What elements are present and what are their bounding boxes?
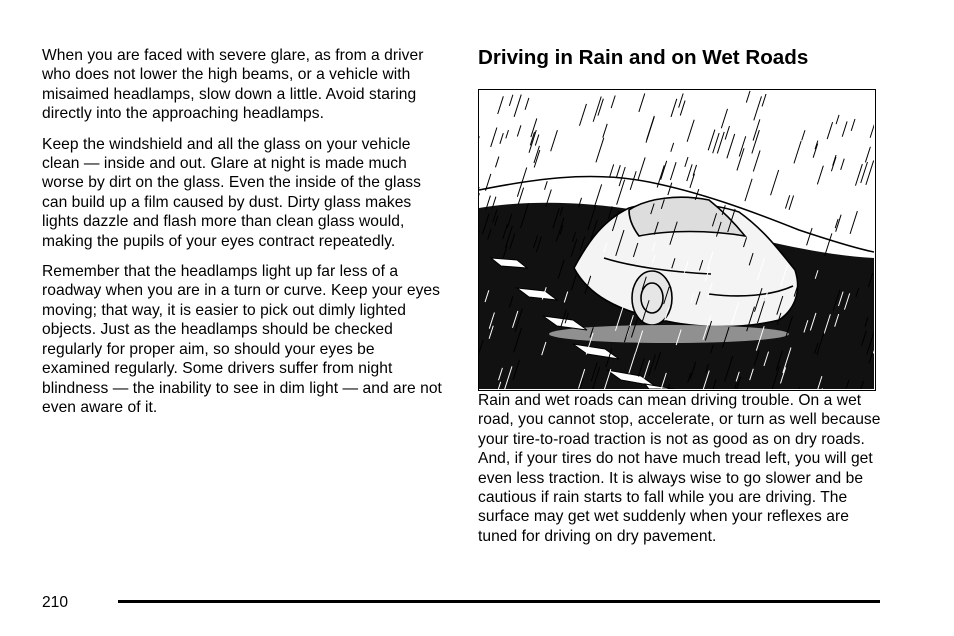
footer-rule (118, 600, 880, 603)
rain-stroke (668, 183, 672, 195)
rain-stroke (529, 130, 536, 153)
rain-stroke (610, 164, 614, 176)
rain-stroke (680, 101, 685, 116)
rain-stroke (495, 157, 498, 168)
rain-stroke (817, 166, 823, 185)
rain-stroke (594, 184, 601, 207)
rain-stroke (721, 109, 727, 128)
rain-stroke (545, 181, 548, 190)
right-column (478, 44, 882, 557)
rain-stroke (517, 125, 521, 136)
rain-stroke (745, 179, 752, 201)
rain-stroke (679, 93, 684, 107)
rain-stroke (794, 141, 801, 163)
windshield-paragraph: Keep the windshield and all the glass on your vehicle clean — inside and out. Glare at night is made much worse by dirt on the glass. Even the inside of the glass can build up a film caused by dust. Dirty glass makes lights dazzle and flash more than clean glass would, making the pupils of your eyes contract repeatedly. (42, 135, 421, 250)
rain-stroke (807, 228, 813, 245)
rain-stroke (630, 171, 636, 190)
rain-stroke (661, 161, 667, 180)
rain-stroke (833, 155, 836, 166)
rain-stroke (619, 167, 625, 186)
rain-stroke (598, 99, 603, 116)
rain-stroke (685, 157, 688, 167)
rain-stroke (498, 96, 504, 114)
rain-stroke (517, 188, 520, 197)
rain-paragraph: Rain and wet roads can mean driving trouble. On a wet road, you cannot stop, accelerate, or turn as well because your tire-to-road traction is not as good as on dry roads. And, if your tires do not have much tread left, you will get even less traction. It is always wise to go slower and be cautious if rain starts to fall while you are driving. The surface may get wet suddenly when your reflexes are tuned for driving on dry pavement. (478, 392, 881, 545)
rain-car-illustration (478, 89, 876, 391)
rain-stroke (850, 211, 857, 234)
rain-stroke (836, 115, 839, 124)
rain-stroke (671, 99, 677, 117)
rain-stroke (727, 134, 735, 158)
rain-stroke (813, 144, 818, 158)
rain-stroke (870, 115, 874, 138)
rain-stroke (520, 167, 527, 187)
rain-stroke (603, 124, 607, 138)
rain-stroke (785, 195, 789, 208)
rain-stroke (611, 95, 615, 108)
section-heading: Driving in Rain and on Wet Roads (478, 46, 809, 69)
rain-stroke (638, 157, 645, 179)
rain-stroke (825, 233, 832, 256)
rain-stroke (802, 130, 805, 140)
rain-stroke (596, 138, 604, 163)
rain-stroke (514, 95, 521, 117)
rain-stroke (708, 130, 715, 151)
rain-stroke (746, 91, 750, 103)
left-column (42, 46, 446, 428)
rain-stroke (725, 126, 729, 140)
rain-stroke (491, 127, 497, 146)
rain-stroke (500, 133, 503, 144)
rain-stroke (754, 96, 762, 120)
rain-stroke (753, 150, 760, 171)
page-number: 210 (42, 594, 69, 611)
rain-stroke (616, 165, 620, 177)
headlamps-paragraph: Remember that the headlamps light up far less of a roadway when you are in a turn or curve. Keep your eyes moving; that way, it is easier to pick out dimly lighted objects. Just as the headlamps should be checked regularly for proper aim, so should your eyes be examined regularly. Some drivers suffer from night blindness — the inability to see in dim light — and are not even aware of it. (42, 263, 442, 416)
glare-paragraph: When you are faced with severe glare, as from a driver who does not lower the high beams, or a vehicle with misaimed headlamps, slow down a little. Avoid staring directly into the approaching headlamps. (42, 47, 424, 123)
rain-stroke (753, 119, 760, 140)
rain-stroke (670, 162, 676, 180)
rain-stroke (690, 174, 695, 188)
rain-stroke (687, 164, 692, 181)
rain-stroke (851, 119, 855, 131)
rain-stroke (639, 93, 645, 111)
rain-stroke (841, 159, 845, 170)
rain-stroke (687, 120, 694, 142)
rain-stroke (525, 98, 529, 110)
rain-stroke (865, 147, 870, 163)
rain-stroke (617, 180, 625, 205)
rain-stroke (671, 143, 674, 152)
rain-stroke (551, 130, 558, 151)
rain-stroke (579, 104, 586, 126)
rain-stroke (831, 157, 836, 171)
rain-stroke (647, 116, 655, 140)
rain-stroke (771, 170, 779, 195)
rain-stroke (509, 95, 513, 106)
rain-stroke (506, 130, 509, 138)
rain-stroke (827, 122, 832, 139)
rain-stroke (789, 196, 794, 210)
rain-stroke (762, 94, 766, 106)
rain-stroke (842, 121, 847, 136)
rain-stroke (535, 135, 539, 146)
